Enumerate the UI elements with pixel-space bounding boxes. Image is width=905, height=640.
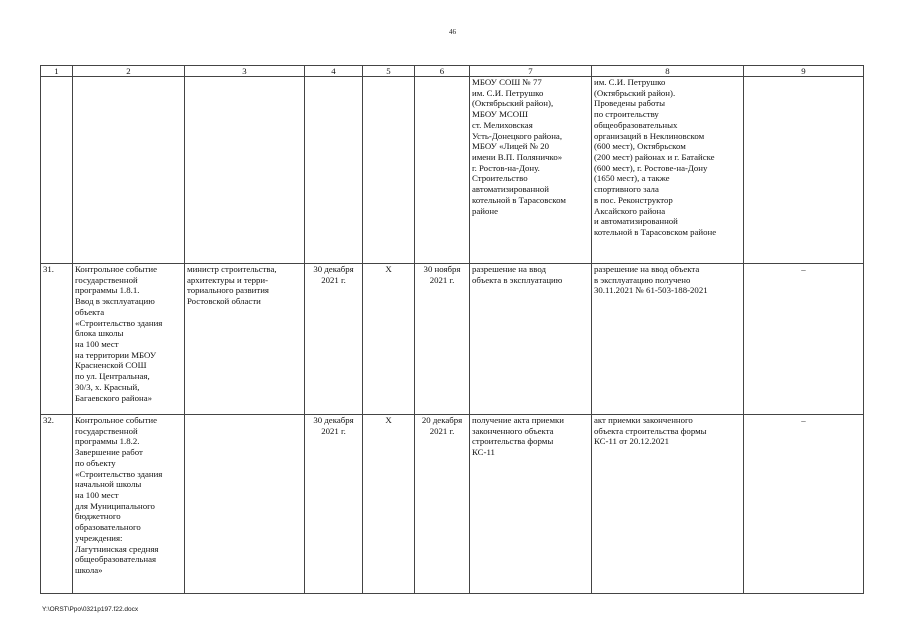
header-row [41, 66, 864, 77]
deviation-reason [744, 77, 864, 264]
planned-date: 30 декабря 2021 г. [305, 415, 363, 594]
column-header: 9 [744, 66, 864, 77]
table-row [41, 77, 864, 264]
event-name [73, 77, 185, 264]
table-row [41, 264, 864, 415]
column-header: 3 [185, 66, 305, 77]
column-header: 4 [305, 66, 363, 77]
expected-result: МБОУ СОШ № 77 им. С.И. Петрушко (Октябрьский район), МБОУ МСОШ ст. Мелиховская Усть-Донецкого района, МБОУ «Лицей № 20 имени В.П. Поляничко» г. Ростов-на-Дону. Строительство автоматизированной котельной в Тарасовском районе [470, 77, 592, 264]
deviation-reason: – [744, 264, 864, 415]
file-path-footer: Y:\ORST\Ppo\0321p197.f22.docx [42, 606, 139, 613]
actual-date [415, 77, 470, 264]
column-header: 1 [41, 66, 73, 77]
report-table [40, 65, 864, 594]
column-header: 2 [73, 66, 185, 77]
actual-result: акт приемки законченного объекта строительства формы КС-11 от 20.12.2021 [592, 415, 744, 594]
column-header: 6 [415, 66, 470, 77]
responsible [185, 415, 305, 594]
column-header: 5 [363, 66, 415, 77]
actual-date: 20 декабря 2021 г. [415, 415, 470, 594]
planned-date: 30 декабря 2021 г. [305, 264, 363, 415]
responsible [185, 77, 305, 264]
row-number: 31. [41, 264, 73, 415]
table-row [41, 415, 864, 594]
column-header: 7 [470, 66, 592, 77]
expected-result: получение акта приемки законченного объекта строительства формы КС-11 [470, 415, 592, 594]
row-number: 32. [41, 415, 73, 594]
page-number: 46 [449, 28, 456, 36]
event-name: Контрольное событие государственной программы 1.8.2. Завершение работ по объекту «Строительство здания начальной школы на 100 мест для Муниципального бюджетного образовательного учреждения: Лагутнинская средняя общеобразовательная школа» [73, 415, 185, 594]
control-mark [363, 77, 415, 264]
control-mark: Х [363, 264, 415, 415]
control-mark: Х [363, 415, 415, 594]
planned-date [305, 77, 363, 264]
actual-result: им. С.И. Петрушко (Октябрьский район). Проведены работы по строительству общеобразовательных организаций в Неклиновском (600 мест), Октябрьском (200 мест) районах и г. Батайске (600 мест), г. Ростове-на-Дону (1650 мест), а также спортивного зала в пос. Реконструктор Аксайского района и автоматизированной котельной в Тарасовском районе [592, 77, 744, 264]
event-name: Контрольное событие государственной программы 1.8.1. Ввод в эксплуатацию объекта «Строительство здания блока школы на 100 мест на территории МБОУ Красненской СОШ по ул. Центральная, 30/3, х. Красный, Багаевского района» [73, 264, 185, 415]
deviation-reason: – [744, 415, 864, 594]
expected-result: разрешение на ввод объекта в эксплуатацию [470, 264, 592, 415]
responsible: министр строительства, архитектуры и терри- ториального развития Ростовской области [185, 264, 305, 415]
row-number [41, 77, 73, 264]
actual-date: 30 ноября 2021 г. [415, 264, 470, 415]
column-header: 8 [592, 66, 744, 77]
actual-result: разрешение на ввод объекта в эксплуатацию получено 30.11.2021 № 61-503-188-2021 [592, 264, 744, 415]
